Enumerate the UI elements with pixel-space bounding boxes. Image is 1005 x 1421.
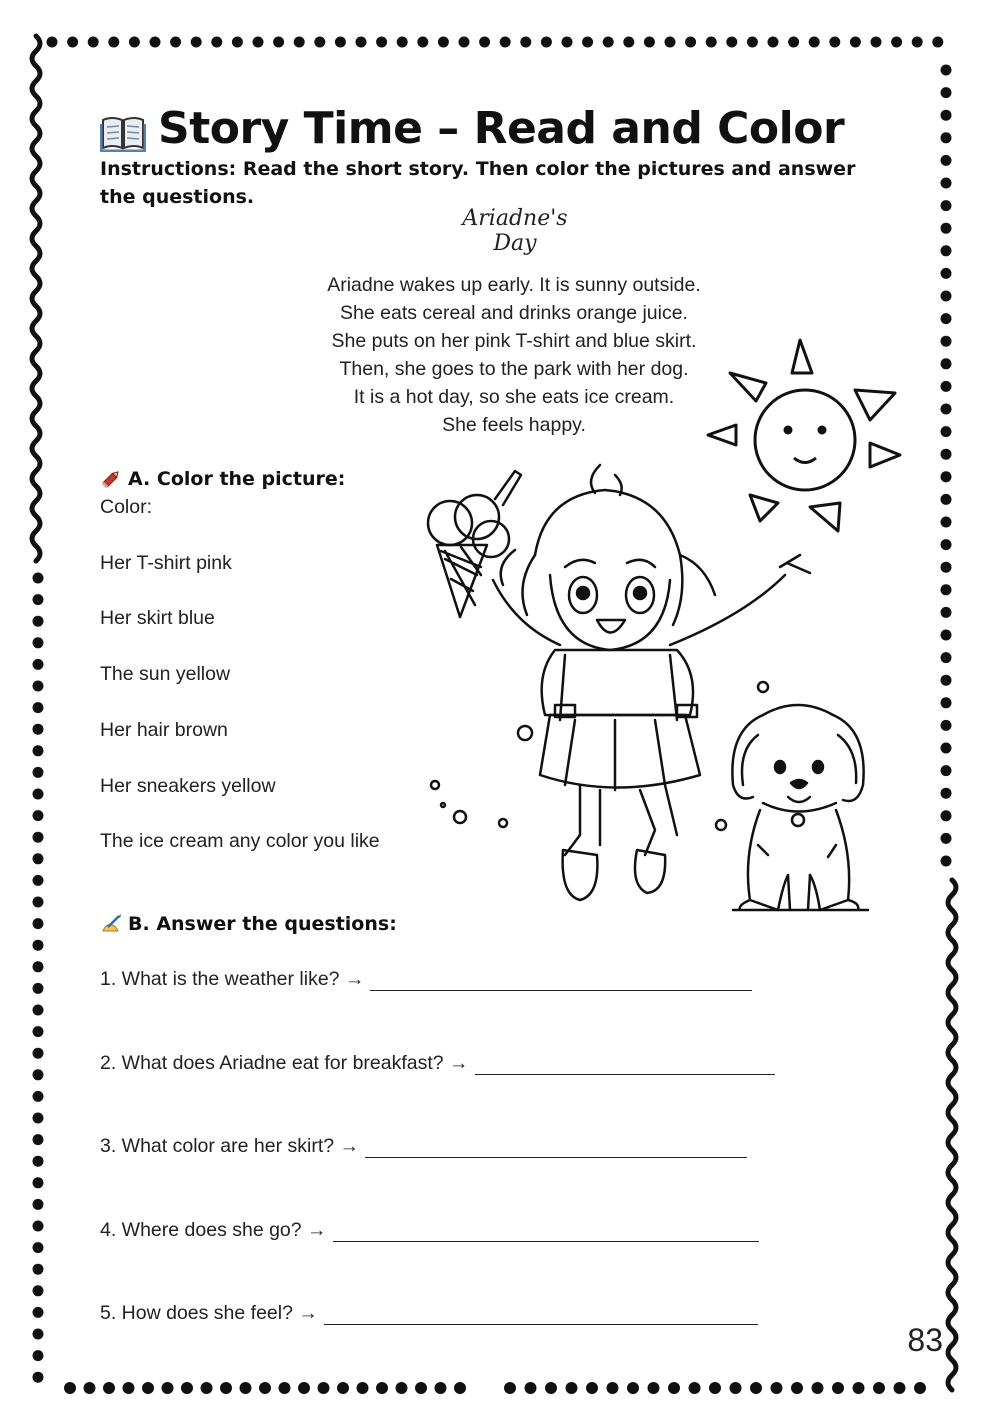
question-text: 5. How does she feel? → [100, 1302, 318, 1324]
section-b-heading [100, 913, 397, 935]
writing-hand-icon [100, 913, 122, 935]
color-item: Her sneakers yellow [100, 775, 276, 797]
crayon-icon [100, 468, 122, 490]
question-text: 2. What does Ariadne eat for breakfast? → [100, 1052, 469, 1074]
title-text: Story Time – Read and Color [158, 103, 845, 154]
answer-line[interactable] [333, 1221, 759, 1242]
story-title: Ariadne's Day [462, 206, 568, 256]
question-5 [100, 1302, 758, 1325]
color-item: Her skirt blue [100, 607, 215, 629]
color-item: The ice cream any color you like [100, 830, 380, 852]
color-item: Her T-shirt pink [100, 552, 232, 574]
question-text: 1. What is the weather like? → [100, 968, 365, 990]
answer-line[interactable] [475, 1054, 775, 1075]
open-book-icon [100, 109, 146, 149]
story-line: Ariadne wakes up early. It is sunny outside. [327, 274, 701, 296]
answer-line[interactable] [365, 1137, 747, 1158]
question-1 [100, 968, 752, 991]
instructions: Instructions: Read the short story. Then color the pictures and answer the questions. [100, 158, 856, 208]
question-text: 3. What color are her skirt? → [100, 1135, 360, 1157]
color-item: The sun yellow [100, 663, 231, 685]
story-line: Then, she goes to the park with her dog. [339, 358, 689, 380]
story-line: She eats cereal and drinks orange juice. [340, 302, 688, 324]
section-a-heading [100, 468, 345, 490]
question-3 [100, 1135, 747, 1158]
page-title [100, 100, 900, 158]
story-line: It is a hot day, so she eats ice cream. [353, 386, 675, 408]
section-a-title: A. Color the picture: [128, 468, 346, 490]
color-item: Her hair brown [100, 719, 228, 741]
question-text: 4. Where does she go? → [100, 1219, 327, 1241]
answer-line[interactable] [324, 1304, 758, 1325]
page-number: 83 [907, 1322, 943, 1358]
color-intro: Color: [100, 496, 153, 518]
story-line: She feels happy. [442, 414, 586, 436]
answer-line[interactable] [370, 970, 752, 991]
section-b-title: B. Answer the questions: [128, 913, 397, 935]
dog-illustration [718, 695, 883, 920]
question-4 [100, 1219, 759, 1242]
story-line: She puts on her pink T-shirt and blue skirt. [331, 330, 697, 352]
question-2 [100, 1052, 775, 1075]
story-text [270, 271, 758, 439]
